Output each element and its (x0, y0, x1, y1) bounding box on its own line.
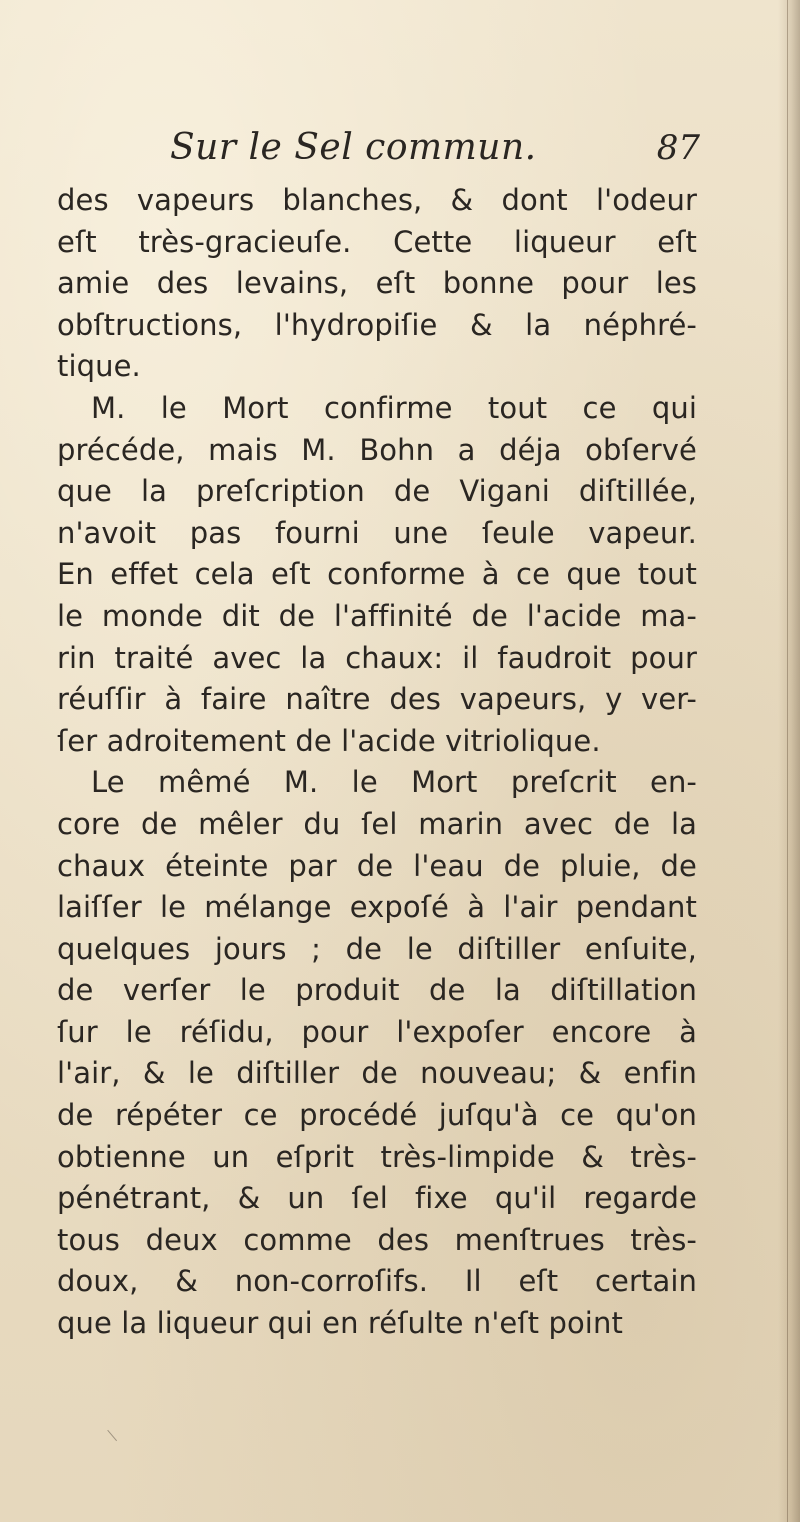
text-line: doux, & non-corroſifs. Il eſt certain (57, 1264, 697, 1299)
text-line: quelques jours ; de le diſtiller enſuite, (57, 931, 697, 966)
text-line: Le mêmé M. le Mort preſcrit en- (91, 765, 697, 800)
text-line: tous deux comme des menſtrues très- (57, 1222, 697, 1257)
text-line: précéde, mais M. Bohn a déja obſervé (57, 432, 697, 467)
text-line: le monde dit de l'affinité de l'acide ma- (57, 598, 697, 633)
text-line: l'air, & le diſtiller de nouveau; & enfin (57, 1056, 697, 1091)
page-edge-shadow (778, 0, 800, 1522)
body-text (57, 180, 697, 1345)
text-line: n'avoit pas fourni une ſeule vapeur. (57, 515, 697, 550)
page-number: 87 (656, 128, 700, 168)
text-line: réuſſir à faire naître des vapeurs, y ver- (57, 682, 697, 717)
text-line: M. le Mort confirme tout ce qui (91, 390, 697, 425)
text-line: ſur le réſidu, pour l'expoſer encore à (57, 1014, 697, 1049)
text-line: eſt très-gracieuſe. Cette liqueur eſt (57, 224, 697, 259)
text-line: obſtructions, l'hydropiſie & la néphré- (57, 307, 697, 342)
text-line: que la liqueur qui en réſulte n'eſt point (57, 1306, 623, 1341)
page-header (60, 124, 700, 176)
text-line: de répéter ce procédé juſqu'à ce qu'on (57, 1098, 697, 1133)
text-line: core de mêler du ſel marin avec de la (57, 806, 697, 841)
text-line: pénétrant, & un ſel fixe qu'il regarde (57, 1181, 697, 1216)
text-line: rin traité avec la chaux: il faudroit pour (57, 640, 697, 675)
pencil-mark (107, 1421, 127, 1441)
text-line: laiſſer le mélange expoſé à l'air pendant (57, 890, 697, 925)
text-line: que la preſcription de Vigani diſtillée, (57, 474, 697, 509)
page-edge-line (787, 0, 788, 1522)
text-line: tique. (57, 349, 141, 384)
text-line: amie des levains, eſt bonne pour les (57, 266, 697, 301)
text-line: obtienne un eſprit très-limpide & très- (57, 1139, 697, 1174)
text-line: de verſer le produit de la diſtillation (57, 973, 697, 1008)
text-line: En effet cela eſt conforme à ce que tout (57, 557, 697, 592)
text-line: des vapeurs blanches, & dont l'odeur (57, 183, 697, 217)
text-line: ſer adroitement de l'acide vitriolique. (57, 723, 601, 758)
running-title: Sur le Sel commun. (170, 127, 537, 168)
text-line: chaux éteinte par de l'eau de pluie, de (57, 848, 697, 883)
